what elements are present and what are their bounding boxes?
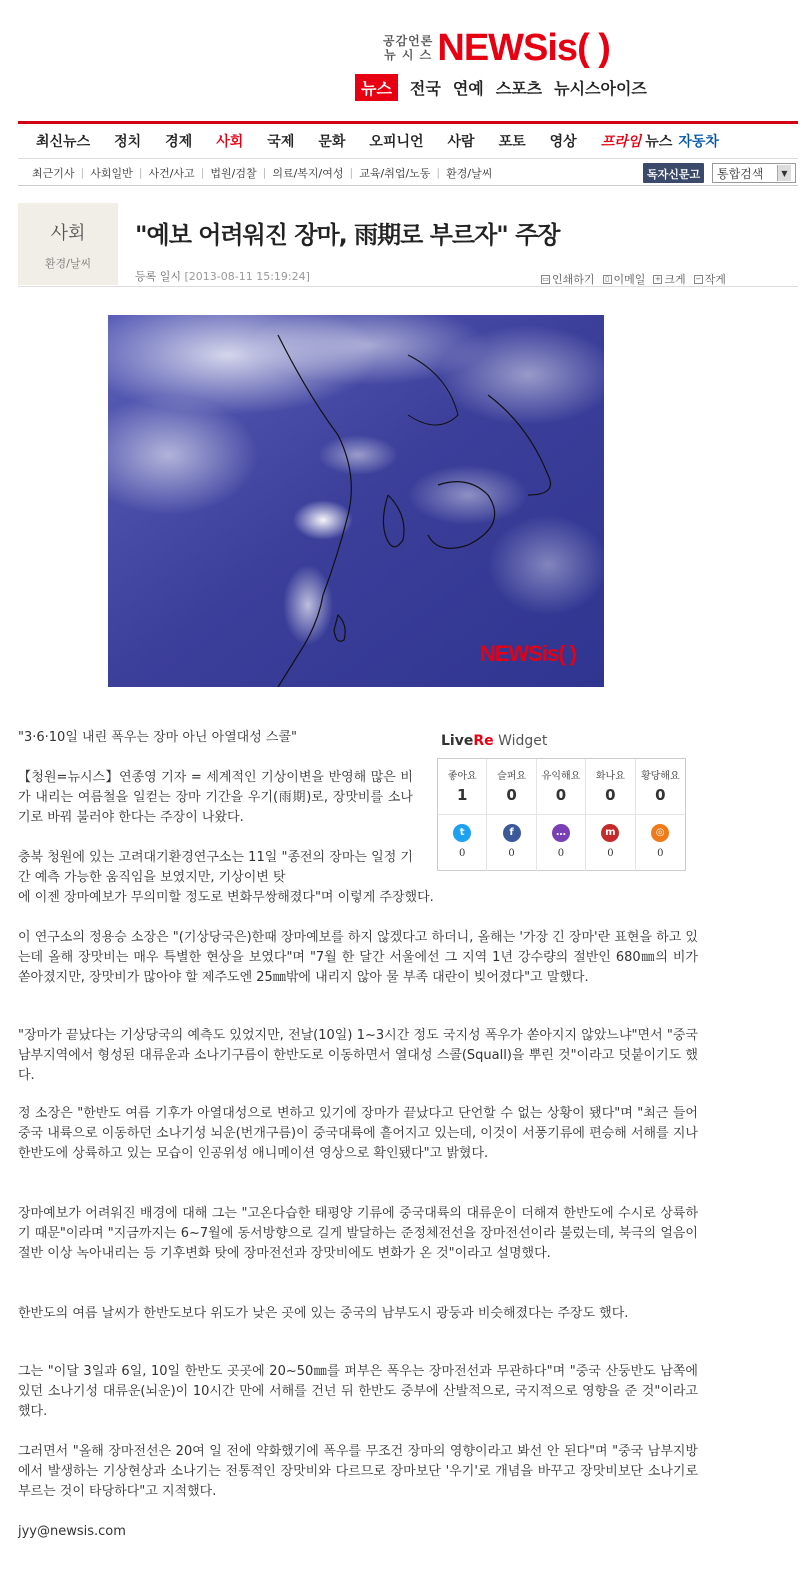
reg-datetime: [2013-08-11 15:19:24] xyxy=(184,270,310,283)
reaction-like[interactable]: 좋아요 1 xyxy=(438,759,487,815)
minus-icon: − xyxy=(695,274,702,283)
subnav-separator: | xyxy=(80,166,85,179)
mail-icon: ▯ xyxy=(603,275,612,284)
subnav-item-incidents[interactable]: 사건/사고 xyxy=(148,166,195,180)
subnav-item-environment[interactable]: 환경/날씨 xyxy=(446,166,493,180)
main-nav xyxy=(18,121,798,159)
section-news[interactable]: 뉴스 xyxy=(355,74,398,101)
nav-item-auto[interactable]: 자동차 xyxy=(678,134,719,150)
article-tools xyxy=(541,271,726,287)
nav-item-prime-news[interactable]: 뉴스 xyxy=(645,134,673,150)
reaction-useful[interactable]: 유익해요 0 xyxy=(537,759,586,815)
reader-report-button[interactable]: 독자신문고 xyxy=(643,163,704,183)
subnav-separator: | xyxy=(349,166,354,179)
reg-label: 등록 일시 xyxy=(135,270,182,283)
nav-item-people[interactable]: 사람 xyxy=(447,134,475,150)
nav-item-economy[interactable]: 경제 xyxy=(165,134,193,150)
subnav-item-general[interactable]: 사회일반 xyxy=(90,166,133,180)
section-box-subtitle[interactable]: 환경/날씨 xyxy=(44,257,92,270)
share-facebook[interactable]: f 0 xyxy=(487,815,536,871)
article-paragraph: 그러면서 "올해 장마전선은 20여 일 전에 약화했기에 폭우를 무조건 장마의 영향이라고 봐선 안 된다"며 "중국 남부지방에서 발생하는 기상현상과 소나기는 전통적인 장맛비와 다르므로 장마보단 '우기'로 개념을 바꾸고 장맛비보단 소나기로 부르는 것이 타당하다"고 지적했다. xyxy=(18,1444,698,1499)
facebook-icon: f xyxy=(503,824,521,842)
nav-item-opinion[interactable]: 오피니언 xyxy=(369,134,424,150)
nav-item-video[interactable]: 영상 xyxy=(549,134,577,150)
livere-widget-title: LiveRe Widget xyxy=(441,733,548,749)
logo-wordmark: NEWSis( ) xyxy=(437,26,610,69)
plus-icon: + xyxy=(654,274,661,283)
share-twitter[interactable]: t 0 xyxy=(438,815,487,871)
article-paragraph: 이 연구소의 정용승 소장은 "(기상당국은)한때 장마예보를 하지 않겠다고 하더니, 올해는 '가장 긴 장마'란 표현을 하고 있는데 올해 장맛비는 매우 특별한 현상을 보였다"며 "7월 한 달간 서울에선 그 지역 1년 강수량의 절반인 680㎜의 비가 쏟아졌지만, 장맛비가 많아야 할 제주도엔 25㎜밖에 내리지 않아 물 부족 대란이 빚어졌다"고 말했다. xyxy=(18,930,698,985)
subnav-separator: | xyxy=(200,166,205,179)
subnav-item-recent[interactable]: 최근기사 xyxy=(32,166,75,180)
share-me2day[interactable]: m 0 xyxy=(586,815,635,871)
subnav-item-courts[interactable]: 법원/검찰 xyxy=(210,166,257,180)
chevron-down-icon: ▼ xyxy=(777,165,791,181)
section-newsis-eyes[interactable]: 뉴시스아이즈 xyxy=(554,79,647,98)
printer-icon: ▭ xyxy=(542,274,549,283)
subnav-item-welfare[interactable]: 의료/복지/여성 xyxy=(272,166,344,180)
article-paragraph: 장마예보가 어려워진 배경에 대해 그는 "고온다습한 태평양 기류에 중국대륙의 대류운이 더해져 한반도에 수시로 상륙하기 때문"이라며 "지금까지는 6~7월에 동서방향으로 길게 발달하는 준정체전선을 장마전선이라 불렀는데, 북극의 얼음이 절반 이상 녹아내리는 등 기후변화 탓에 장마전선과 장맛비에도 변화가 온 것"이라고 설명했다. xyxy=(18,1206,698,1261)
me2day-icon: m xyxy=(601,824,619,842)
article-paragraph: 【청원=뉴시스】연종영 기자 = 세계적인 기상이변을 반영해 많은 비가 내리는 여름철을 일컫는 장마 기간을 우기(雨期)로, 장맛비를 소나기로 바꿔 불러야 한다는 주장이 나왔다. xyxy=(18,770,413,825)
article-paragraph: 정 소장은 "한반도 여름 기후가 아열대성으로 변하고 있기에 장마가 끝났다고 단언할 수 없는 상황이 됐다"며 "최근 들어 중국 내륙으로 이동하던 소나기성 뇌운(번개구름)이 중국대륙에 흩어지고 있는데, 이것이 서풍기류에 편승해 서해를 지나 한반도에 상륙하고 있는 모습이 인공위성 애니메이션 영상으로 확인됐다"고 밝혔다. xyxy=(18,1106,698,1161)
subnav-separator: | xyxy=(436,166,441,179)
nav-item-prime[interactable]: 프라임 xyxy=(600,134,642,150)
target-icon: ◎ xyxy=(651,824,669,842)
article-subtitle: "3·6·10일 내린 폭우는 장마 아닌 아열대성 스콜" xyxy=(18,730,298,745)
article-paragraph: 에 이젠 장마예보가 무의미할 정도로 변화무쌍해졌다"며 이렇게 주장했다. xyxy=(18,890,434,905)
nav-item-photo[interactable]: 포토 xyxy=(498,134,526,150)
print-button[interactable]: ▭ 인쇄하기 xyxy=(542,273,595,286)
nav-item-international[interactable]: 국제 xyxy=(267,134,295,150)
chat-icon: … xyxy=(552,824,570,842)
section-entertainment[interactable]: 연예 xyxy=(452,79,484,98)
reaction-absurd[interactable]: 황당해요 0 xyxy=(636,759,685,815)
newsis-logo[interactable] xyxy=(383,26,610,70)
satellite-photo[interactable] xyxy=(108,315,604,687)
font-smaller-button[interactable]: − 작게 xyxy=(695,273,726,286)
nav-item-culture[interactable]: 문화 xyxy=(318,134,346,150)
section-links xyxy=(355,74,647,101)
search-scope-value: 통합검색 xyxy=(717,166,764,181)
livere-widget xyxy=(437,758,686,871)
share-target[interactable]: ◎ 0 xyxy=(636,815,685,871)
section-box-title: 사회 xyxy=(50,223,86,244)
share-chat[interactable]: … 0 xyxy=(537,815,586,871)
newsis-watermark: NEWSis( ) xyxy=(479,641,576,666)
reaction-sad[interactable]: 슬퍼요 0 xyxy=(487,759,536,815)
header-divider xyxy=(18,286,798,287)
article-paragraph: 한반도의 여름 날씨가 한반도보다 위도가 낮은 곳에 있는 중국의 남부도시 광둥과 비슷해졌다는 주장도 했다. xyxy=(18,1306,629,1321)
reaction-angry[interactable]: 화나요 0 xyxy=(586,759,635,815)
logo-tagline: 공감언론 뉴 시 스 xyxy=(383,34,434,62)
section-sports[interactable]: 스포츠 xyxy=(495,79,543,98)
subnav-item-education[interactable]: 교육/취업/노동 xyxy=(359,166,431,180)
subnav-separator: | xyxy=(138,166,143,179)
page-title: "예보 어려워진 장마, 雨期로 부르자" 주장 xyxy=(135,221,560,249)
email-button[interactable]: ▯ 이메일 xyxy=(603,271,646,287)
article-paragraph: 충북 청원에 있는 고려대기환경연구소는 11일 "종전의 장마는 일정 기간 예측 가능한 움직임을 보였지만, 기상이변 탓 xyxy=(18,850,413,885)
subnav-separator: | xyxy=(262,166,267,179)
satellite-image xyxy=(108,315,604,687)
article-paragraph: 그는 "이달 3일과 6일, 10일 한반도 곳곳에 20~50㎜를 퍼부은 폭우는 장마전선과 무관하다"며 "중국 산둥반도 남쪽에 있던 소나기성 대류운(뇌운)이 10시간 만에 서해를 건넌 뒤 한반도 중부에 산발적으로, 국지적으로 영향을 준 것"이라고 했다. xyxy=(18,1364,698,1419)
section-box xyxy=(18,203,118,285)
search-scope-select[interactable] xyxy=(712,163,796,183)
reporter-email[interactable]: jyy@newsis.com xyxy=(18,1524,126,1539)
nav-item-society[interactable]: 사회 xyxy=(216,134,244,150)
twitter-icon: t xyxy=(453,824,471,842)
registration-date xyxy=(135,268,310,284)
nav-item-politics[interactable]: 정치 xyxy=(114,134,142,150)
nav-item-latest[interactable]: 최신뉴스 xyxy=(36,134,91,150)
article-paragraph: "장마가 끝났다는 기상당국의 예측도 있었지만, 전날(10일) 1~3시간 정도 국지성 폭우가 쏟아지지 않았느냐"면서 "중국 남부지역에서 형성된 대류운과 소나기구름이 한반도로 이동하면서 열대성 스콜(Squall)을 뿌린 것"이라고 덧붙이기도 했다. xyxy=(18,1028,698,1083)
font-larger-button[interactable]: + 크게 xyxy=(654,273,686,286)
section-local[interactable]: 전국 xyxy=(409,79,441,98)
